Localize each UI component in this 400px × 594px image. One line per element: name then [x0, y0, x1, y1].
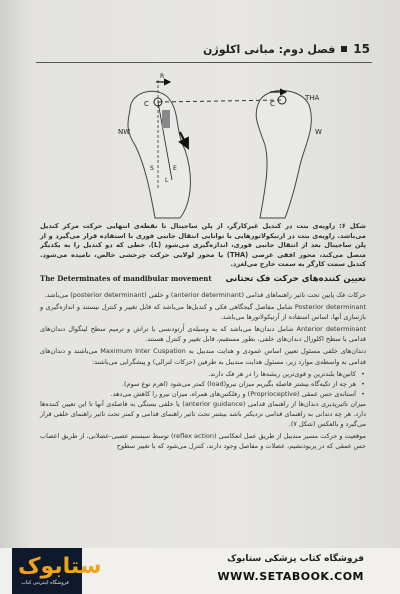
list-item: • اَستانه‌ی حس عمقی (Proprioceptive) و رفلکس‌های همراه، میزان نیرو را کاهش می‌دهد.: [40, 389, 356, 399]
right-condyle-shape: [256, 91, 311, 218]
logo-subtitle: فروشگاه اینترنتی کتاب: [21, 580, 69, 586]
label-c-right: C: [270, 100, 275, 108]
chapter-title: فصل دوم: مبانی اکلوژن: [203, 42, 336, 56]
label-s: S: [150, 165, 154, 172]
bullet-list: [40, 369, 366, 399]
figure-caption: شکل ۶: زاویه‌ی بنت در کندیل غیرکارگر، از پلن ساجیتال تا نقطه‌ی انتهایی حرکت مرکز کندیل می‌باشد. زاویه‌ی بنت در ارتیکولاتورهایی با توانایی انتقال جانبی فوری با استفاده قرار می‌گیرد و از پلن ساجیتال بعد از انتقال جانبی فوری، اندازه‌گیری می‌شود (L). خطی که دو کندیل را به یکدیگر متصل می‌کند، محور افقی عرضی (THA) یا محور لولایی حرکت چرخشی خالص، نامیده می‌شود. کندیل سمت کارگر به سمت خارج می‌لغزد.: [40, 222, 367, 269]
list-item: • کانین‌ها بلندترین و قوی‌ترین ریشه‌ها را در هر فک دارند.: [40, 369, 356, 379]
page-header: [40, 38, 370, 60]
label-w: W: [315, 128, 322, 136]
paragraph: دندان‌های خلفی مسئول تعیین اساس عمودی و هدایت مندیبل به Maximum Inter Cuspation می‌باشند و دندان‌های قدامی به واسطه‌ی موارد زیر، مسئول هدایت مندیبل به طرفین (حرکات لترالی) و پیشگرایی می‌باشند:: [40, 347, 366, 366]
header-rule: [36, 62, 372, 63]
label-e: E: [173, 165, 177, 172]
label-r: R: [160, 73, 165, 80]
paragraph: میزان تاثیرپذیری دندان‌ها از راهنمای قدامی (anterior guidance) یا خلفی بستگی به فاصله‌ی آنها تا این تعیین کننده‌ها دارد. هر چه دندانی به راهنمای قدامی نزدیکتر باشد بیشتر تحت تاثیر راهنمای قدامی و کمتر تحت تاثیر راهنمای خلفی قرار می‌گیرد و بالعکس (شکل ۷).: [40, 399, 366, 429]
watermark-footer: [0, 548, 400, 594]
paragraph: موقعیت و حرکت مسیر مندیبل از طریق عمل انعکاسی (reflex action) توسط سیستم عصبی-عضلانی، از طریق اعصاب حس عمقی که در پریودنشیم، عضلات و مفاصل وجود دارند، کنترل می‌شود که با تغییر سطوح: [40, 432, 366, 451]
label-tha: THA: [305, 94, 320, 102]
section-heading: [40, 274, 366, 284]
shop-name: فروشگاه کتاب پزشکی ستابوک: [227, 554, 364, 564]
header-square-icon: [341, 46, 347, 52]
list-item: • هر چه از تکیه‌گاه بیشتر فاصله بگیریم میزان نیرو(load) کمتر می‌شود (اهرم نوع سوم).: [40, 379, 356, 389]
logo-text: ستابوک: [18, 554, 102, 579]
condyle-figure: [110, 70, 330, 220]
paragraph: Posterior determinant شامل مفاصل گیجگاهی فکی و کندیل‌ها می‌باشد که قابل تغییر و کنترل نیستند و اندازه‌گیری و بازسازی آنها، اساس استفاده از آرتیکولاتورها می‌باشد.: [40, 303, 366, 322]
body-text: [40, 290, 366, 453]
paragraph: Anterior determinant شامل دندان‌ها می‌باشد که به وسیله‌ی اُرتودنسی یا تراش و ترمیم سطح لینگوال دندان‌های قدامی یا سطح اکلوزال دندان‌های خلفی، بطور مستقیم، قابل تغییر و کنترل هستند.: [40, 325, 367, 344]
label-c-left: C: [144, 100, 149, 108]
page-number: 15: [353, 42, 370, 56]
shaded-block: [162, 110, 170, 128]
section-title-en: The Determinates of mandibular movement: [40, 274, 212, 283]
paragraph: حرکات فک پایین تحت تاثیر راهنماهای قدامی (anterior determinant) و خلفی (posterior determinant) می‌باشد.: [44, 291, 366, 299]
label-l: L: [165, 177, 169, 184]
section-title-fa: تعیین کننده‌های حرکت فک تحتانی: [225, 274, 366, 284]
website-link[interactable]: WWW.SETABOOK.COM: [217, 570, 364, 583]
label-nw: NW: [118, 128, 131, 136]
